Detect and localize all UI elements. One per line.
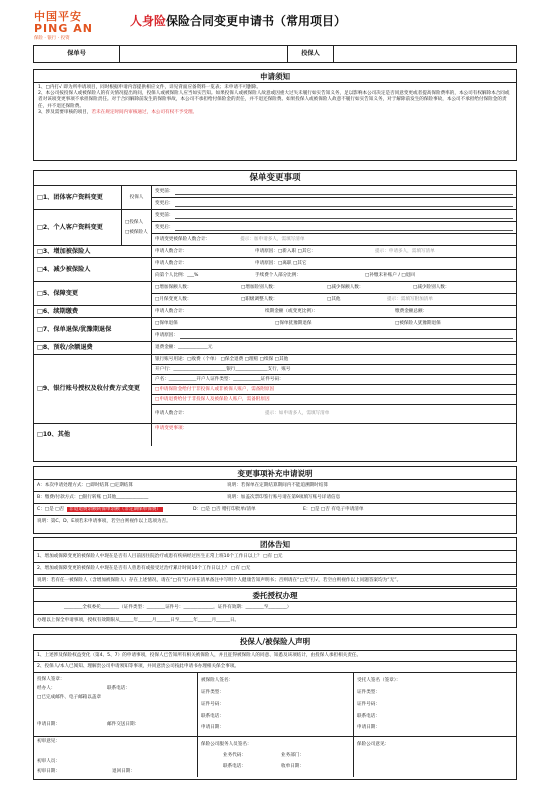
- item-3-row: [34, 246, 516, 258]
- supplement-title: 变更事项补充申请说明: [34, 467, 516, 480]
- title-main-part: 保险合同变更申请书（常用项目）: [166, 14, 347, 28]
- auth-line-1[interactable]: ________全权委托________（证件类型：________证件号：_____________，证件有效期：________至________）: [34, 602, 516, 615]
- review-row: [34, 737, 516, 777]
- auth-line-2[interactable]: 办理以上保全申请事项，授权有效期限从______年______月______日至______年______月______日。: [37, 618, 240, 624]
- item-9-account-holder[interactable]: 户名：____________开户人证件类型：____________证件号码：: [152, 375, 516, 385]
- item-2-before[interactable]: 变更前：: [152, 210, 516, 222]
- applicant-signature-block[interactable]: 投保人签章： 经办人： 联系电话： □已完成邮件、电子邮箱以盖章 申请日期： 邮件交送日期：: [34, 673, 198, 736]
- logo-english-text: PING AN: [34, 21, 93, 35]
- decl-2: 2、投保人/本人已阅知、理解贵公司申请须知等事项，并同意贵公司按此申请书办理相关保全事项。: [34, 662, 516, 673]
- item-4-line1[interactable]: 申请人数合计： 申请原因：□离职 □其它: [152, 258, 516, 270]
- item-3-fields[interactable]: 申请人数合计： 申请原因：□新入职 □其它： 提示：申请多人，需填写清单: [155, 248, 435, 254]
- group-q1[interactable]: 1、增加或保障变更的被保险人中现在是否有人目前因住院治疗或患有疾病经过医生正常上班10个工作日以上？ □有 □无: [34, 551, 516, 563]
- item-6-fields[interactable]: 申请人数合计： 续期金额（或变更比例）： 缴费金额总额：: [155, 308, 428, 314]
- item-9-bank[interactable]: 开户行：_______________________银行______________支行，账号: [152, 365, 516, 375]
- insured-signature-block[interactable]: 被保险人签名： 证件类型： 证件号码： 联系电话： 申请日期：: [198, 673, 354, 736]
- notice-item-3: 3、涉及需要审核的项目，若未在规定时间内审核通过，本公司有权不予受理。: [38, 109, 198, 115]
- notice-body: [34, 83, 516, 118]
- notice-item-2: 2、本公司按投保人或被保险人的有关情况提出询问，投保人或被保险人应当如实告知。如果投保人或被保险人故意或因重大过失未履行如实告知义务，足以影响本公司决定是否同意变更或者提高保险费率的，本公司有权解除本合同或者对该项变更事项不承担保险责任。对于合同解除前发生的保险事故，本公司不承担给付保险金的责任，并不退还保险费。如果投保人或被保险人故意不履行如实告知义务，对于解除前发生的保险事故，本公司不承担给付保险金的责任，并不退还保险费。: [38, 91, 510, 109]
- item-7-row: [34, 318, 516, 342]
- change-section: [33, 170, 517, 462]
- item-1-row: [34, 186, 516, 210]
- item-9-usage[interactable]: 银行账号用途：□收费（个单） □保全退费 □理赔 □续保 □其他: [152, 355, 516, 365]
- item-8-fields[interactable]: 退费金额：_____________元: [155, 345, 213, 351]
- item-7-line1[interactable]: □保单退保 □保单犹豫期退保 □被保险人犹豫期退保: [152, 318, 516, 330]
- group-q2[interactable]: 2、增加或保障变更的被保险人中现在是否有人曾患有或接受过治疗累计时间10个工作日以上？ □有 □无: [34, 563, 516, 575]
- signature-row: [34, 673, 516, 737]
- declaration-title: 投保人/被保险人声明: [239, 637, 311, 646]
- item-1-after[interactable]: 变更后：: [152, 198, 516, 209]
- trustee-signature-block[interactable]: 受托人签名（签章）： 证件类型： 证件号码： 联系电话： 申请日期：: [357, 678, 401, 731]
- company-opinion-block[interactable]: 保险公司意见：: [357, 742, 390, 748]
- document-title: [130, 14, 346, 29]
- item-8-row: [34, 342, 516, 355]
- supp-cde[interactable]: C：□是 □否 非退退费余额转保单余额（非定期保单保费） D：□是 □否 赠打印批单/清单 E：□是 □否 有电子申请清单: [34, 504, 516, 516]
- group-note: 说明：若有任一被保险人（含增加被保险人）存在上述情况，请在“□有”打√并在清单备注中写明个人健康告知声明书；否则请在“□无”打√，若空白则视作以上问题答案均为“无”。: [37, 577, 402, 583]
- supp-a[interactable]: A：本次申请处理方式：□即时结算 □定期结算 说明：若保单在定期结算期间内不能追溯期时结算: [34, 480, 516, 492]
- supplement-section: [33, 466, 517, 534]
- item-9-count[interactable]: 申请人数合计： 提示：如申请多人，需填写清单: [155, 411, 330, 417]
- item-6-row: [34, 306, 516, 318]
- item-7-reason[interactable]: 申请原因：: [152, 330, 516, 341]
- notice-section: [33, 69, 517, 161]
- initial-review-block[interactable]: 初审意见： 初审人员： 初审日期： 退回日期：: [34, 737, 198, 777]
- item-1-label[interactable]: □1、团体客户资料变更: [34, 186, 122, 209]
- authorization-section: [33, 588, 517, 628]
- notice-title: 申请须知: [34, 70, 516, 83]
- item-2-label[interactable]: □2、个人客户资料变更: [34, 210, 122, 245]
- pingan-logo: [34, 10, 96, 40]
- logo-subtitle: 保险 · 银行 · 投资: [34, 35, 70, 41]
- item-4-row: [34, 258, 516, 282]
- item-3-label[interactable]: □3、增加被保险人: [34, 246, 152, 257]
- item-10-label[interactable]: □10、其他: [34, 424, 152, 446]
- item-2-count[interactable]: 申请变更被保险人数合计： 提示：加申请多人，需填写清单: [155, 236, 305, 242]
- item-10-field[interactable]: 申请变更事项：: [155, 426, 188, 431]
- item-2-row: [34, 210, 516, 246]
- item-5-line1[interactable]: □增加保额人数： □增加险别人数： □减少保额人数： □减少险别人数：: [152, 282, 516, 294]
- title-red-part: 人身险: [130, 14, 167, 28]
- item-5-row: [34, 282, 516, 306]
- policy-no-label: 保单号: [34, 46, 120, 62]
- item-1-role: 投保人: [122, 186, 152, 209]
- form-header: [34, 8, 514, 42]
- item-10-row: [34, 424, 516, 446]
- group-notice-title: 团体告知: [34, 538, 516, 551]
- applicant-label: 投保人: [288, 46, 334, 62]
- change-title: 保单变更事项: [34, 171, 516, 186]
- logo-chinese-text: 中国平安: [34, 10, 82, 23]
- supp-b[interactable]: B：缴费/付款方式：□银行转账 □其他______________ 说明：加盖次票印鉴行账号请在第9项填写账号详请信息: [34, 492, 516, 504]
- applicant-field[interactable]: [334, 46, 516, 62]
- declaration-body: [33, 650, 517, 780]
- item-9-option-d[interactable]: □申请保险金给付于非投保人或非被保人账户，需备附原因: [152, 385, 516, 395]
- service-staff-block[interactable]: 保险公司服务人员签名： 业务代码： 业务部门： 联系电话： 收单日期：: [198, 737, 354, 777]
- item-2-after[interactable]: 变更后：: [152, 222, 516, 234]
- item-1-before[interactable]: 变更前：: [152, 186, 516, 198]
- authorization-title: 委托授权办理: [34, 589, 516, 602]
- item-4-label[interactable]: □4、减少被保险人: [34, 258, 152, 281]
- item-7-label[interactable]: □7、保单退保/犹豫期退保: [34, 318, 152, 341]
- item-5-line2[interactable]: □月保变更人数： □职级调整人数： □其他 提示：需填写附加清单: [155, 296, 433, 302]
- policy-header-row: [33, 45, 517, 63]
- item-8-label[interactable]: □8、预收/余额退费: [34, 342, 152, 354]
- item-5-label[interactable]: □5、保障变更: [34, 282, 152, 305]
- item-6-label[interactable]: □6、续期缴费: [34, 306, 152, 317]
- policy-no-field[interactable]: [120, 46, 288, 62]
- supp-note: 说明：第C、D、E项若未申请事项，若空白则视作以上选项为否。: [37, 518, 171, 524]
- item-9-option-e[interactable]: □申请退费给付于非投保人及被保险人账户，需备附原因: [152, 395, 516, 405]
- item-2-roles[interactable]: □投保人 □被保险人: [122, 210, 152, 245]
- group-notice-section: [33, 537, 517, 587]
- notice-item-1: 1、□内打√ 即为所申请项目，同时根据申请内容提供相应文件，详见背面应备资料一览表；未申请不可删除。: [38, 85, 261, 90]
- item-9-label[interactable]: □9、银行账号授权及收付费方式变更: [34, 355, 152, 423]
- decl-1: 1、上述涉及保险权益变化（第4、5、7）的申请事项，投保人已告知所有相关被保险人，并且征得被保险人的同意、知悉及该项结计，由投保人承担相关责任。: [34, 651, 516, 662]
- item-9-row: [34, 355, 516, 424]
- item-4-line2[interactable]: 向第个人比例：___% 手续费个人部分比例： □补缴未补账户 / □退回: [155, 272, 415, 278]
